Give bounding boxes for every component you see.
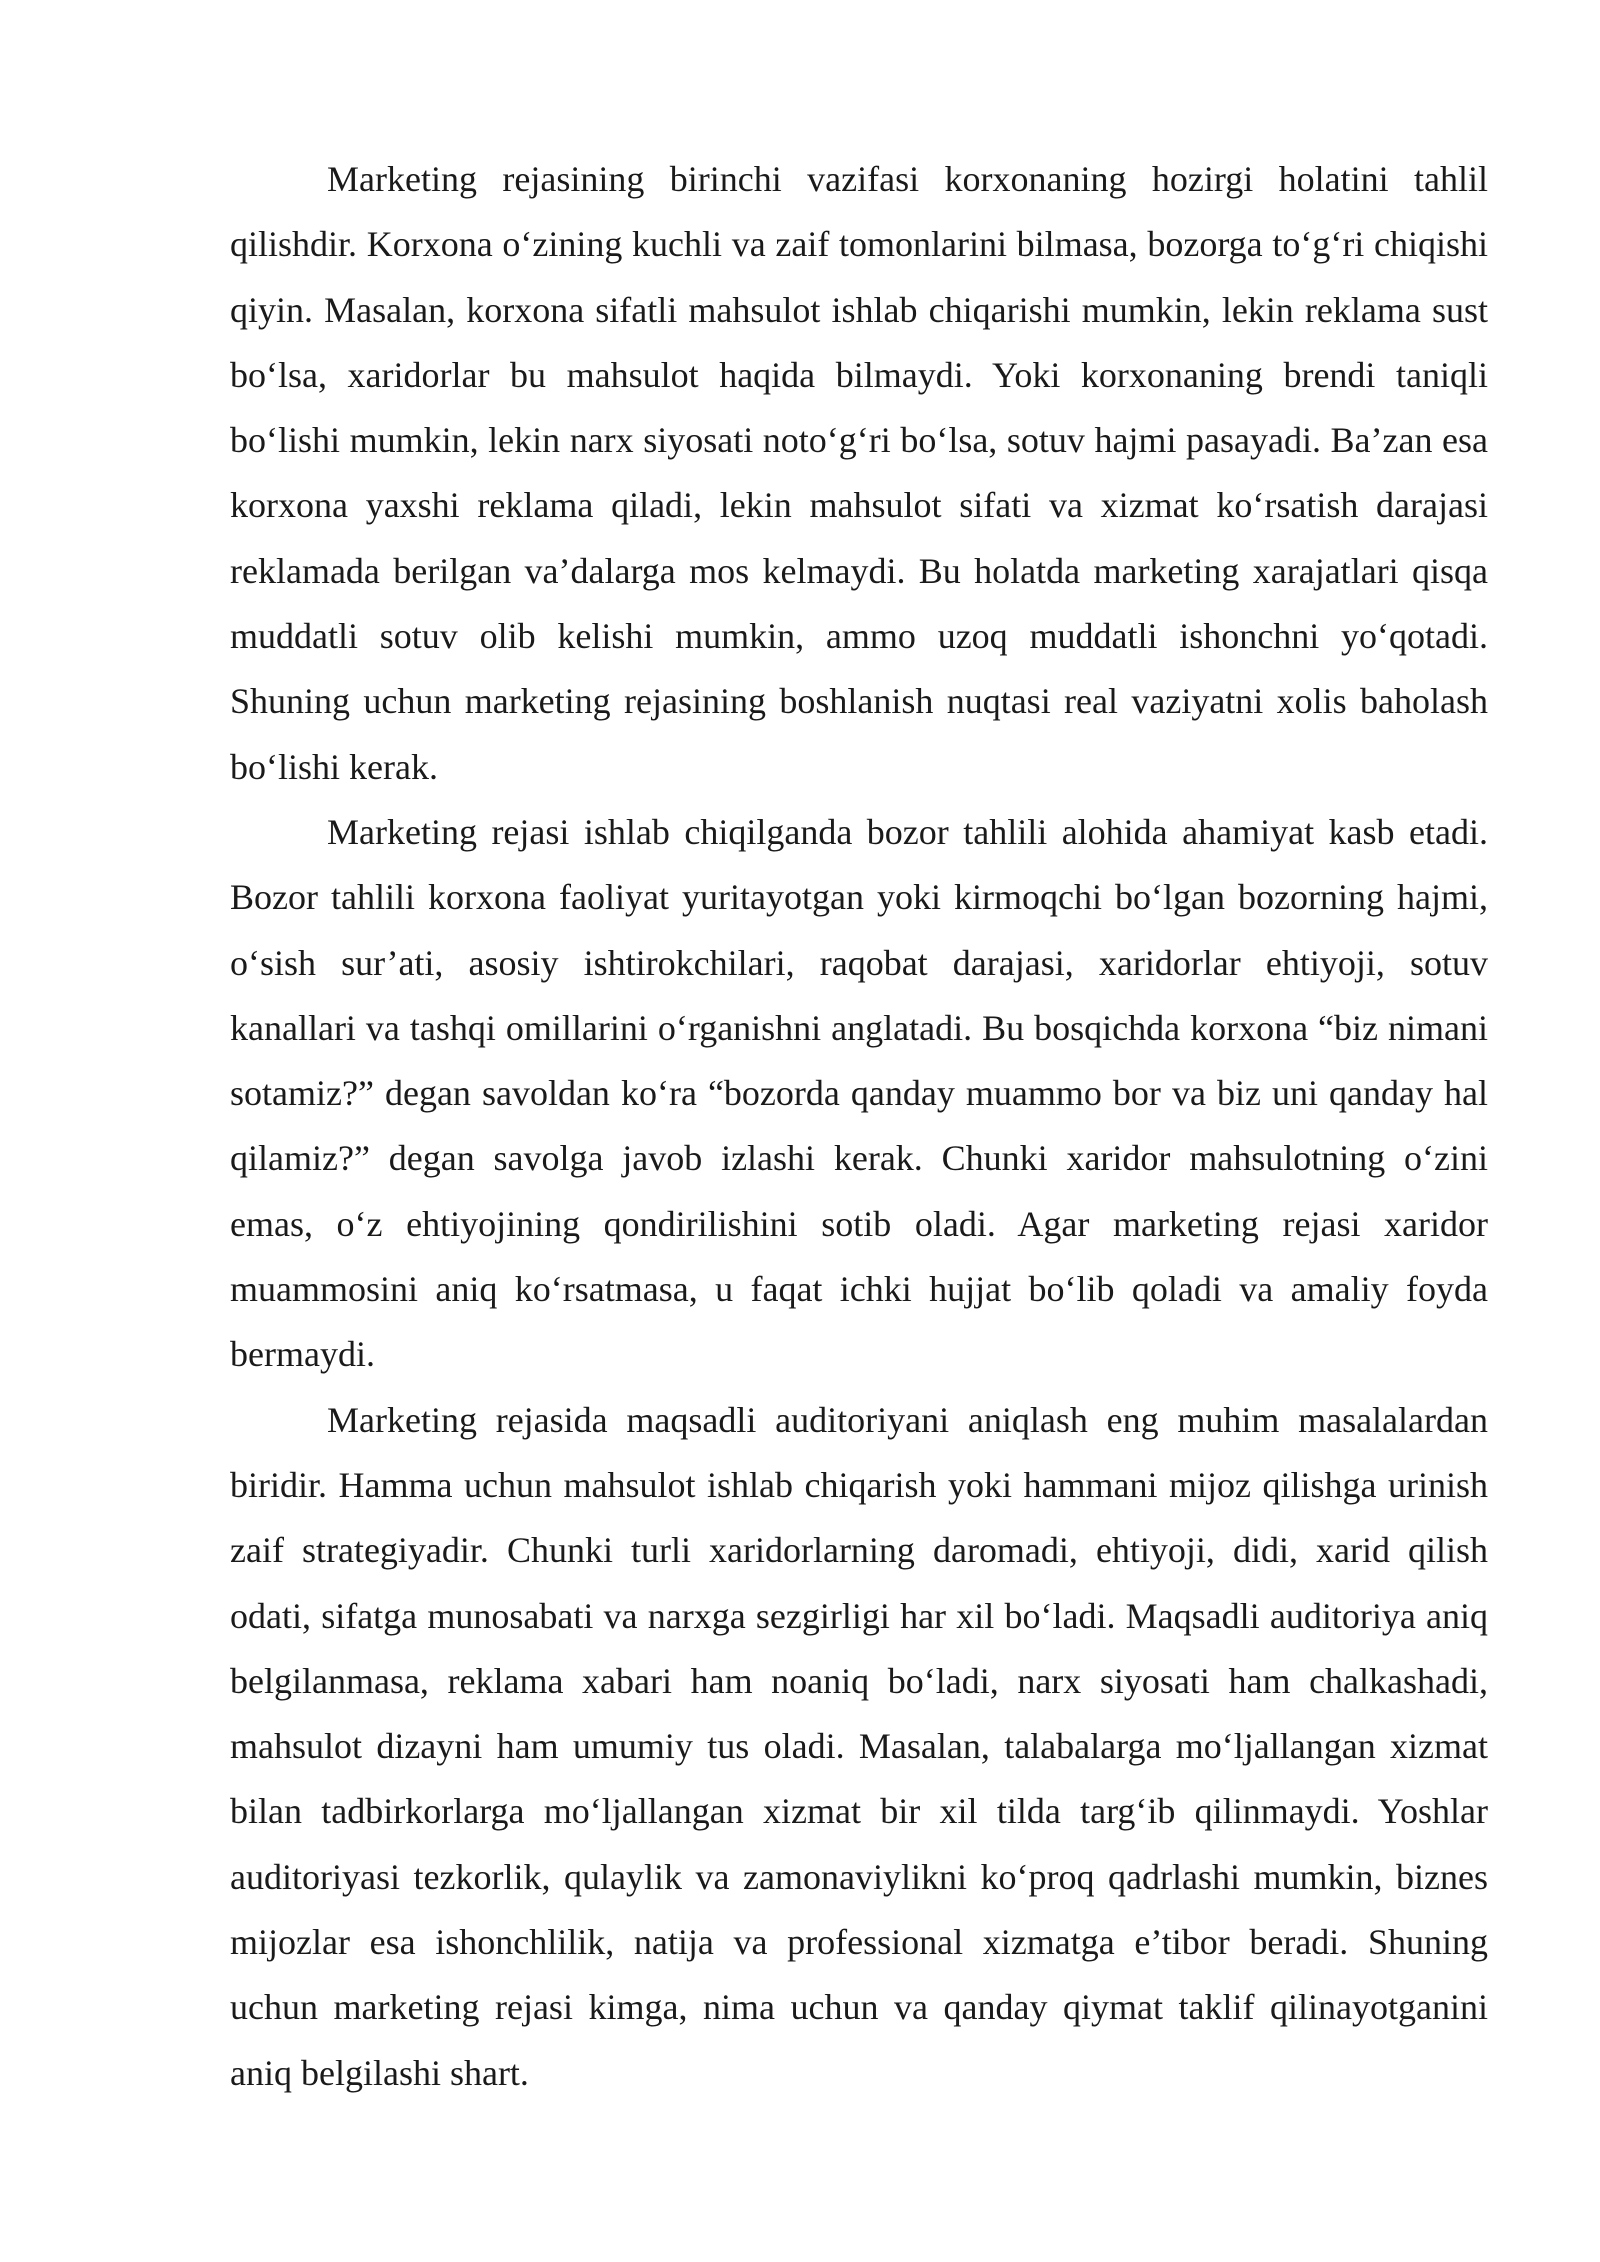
- paragraph-market-analysis: Marketing rejasi ishlab chiqilganda bozor tahlili alohida ahamiyat kasb etadi. Bozor tahlili korxona faoliyat yuritayotgan yoki kirmoqchi boʻlgan bozorning hajmi, oʻsish sur’ati, asosiy ishtirokchilari, raqobat darajasi, xaridorlar ehtiyoji, sotuv kanallari va tashqi omillarini oʻrganishni anglatadi. Bu bosqichda korxona “biz nimani sotamiz?” degan savoldan koʻra “bozorda qanday muammo bor va biz uni qanday hal qilamiz?” degan savolga javob izlashi kerak. Chunki xaridor mahsulotning oʻzini emas, oʻz ehtiyojining qondirilishini sotib oladi. Agar marketing rejasi xaridor muammosini aniq koʻrsatmasa, u faqat ichki hujjat boʻlib qoladi va amaliy foyda bermaydi.: [230, 811, 1488, 1375]
- paragraph-target-audience: Marketing rejasida maqsadli auditoriyani aniqlash eng muhim masalalardan biridir. Hamma uchun mahsulot ishlab chiqarish yoki hammani mijoz qilishga urinish zaif strategiyadir. Chunki turli xaridorlarning daromadi, ehtiyoji, didi, xarid qilish odati, sifatga munosabati va narxga sezgirligi har xil boʻladi. Maqsadli auditoriya aniq belgilanmasa, reklama xabari ham noaniq boʻladi, narx siyosati ham chalkashadi, mahsulot dizayni ham umumiy tus oladi. Masalan, talabalarga moʻljallangan xizmat bilan tadbirkorlarga moʻljallangan xizmat bir xil tilda targʻib qilinmaydi. Yoshlar auditoriyasi tezkorlik, qulaylik va zamonaviylikni koʻproq qadrlashi mumkin, biznes mijozlar esa ishonchlilik, natija va professional xizmatga e’tibor beradi. Shuning uchun marketing rejasi kimga, nima uchun va qanday qiymat taklif qilinayotganini aniq belgilashi shart.: [230, 1399, 1488, 2093]
- document-body: [230, 147, 1488, 2106]
- paragraph-current-state-analysis: Marketing rejasining birinchi vazifasi korxonaning hozirgi holatini tahlil qilishdir. Korxona oʻzining kuchli va zaif tomonlarini bilmasa, bozorga toʻgʻri chiqishi qiyin. Masalan, korxona sifatli mahsulot ishlab chiqarishi mumkin, lekin reklama sust boʻlsa, xaridorlar bu mahsulot haqida bilmaydi. Yoki korxonaning brendi taniqli boʻlishi mumkin, lekin narx siyosati notoʻgʻri boʻlsa, sotuv hajmi pasayadi. Ba’zan esa korxona yaxshi reklama qiladi, lekin mahsulot sifati va xizmat koʻrsatish darajasi reklamada berilgan va’dalarga mos kelmaydi. Bu holatda marketing xarajatlari qisqa muddatli sotuv olib kelishi mumkin, ammo uzoq muddatli ishonchni yoʻqotadi. Shuning uchun marketing rejasining boshlanish nuqtasi real vaziyatni xolis baholash boʻlishi kerak.: [230, 159, 1488, 787]
